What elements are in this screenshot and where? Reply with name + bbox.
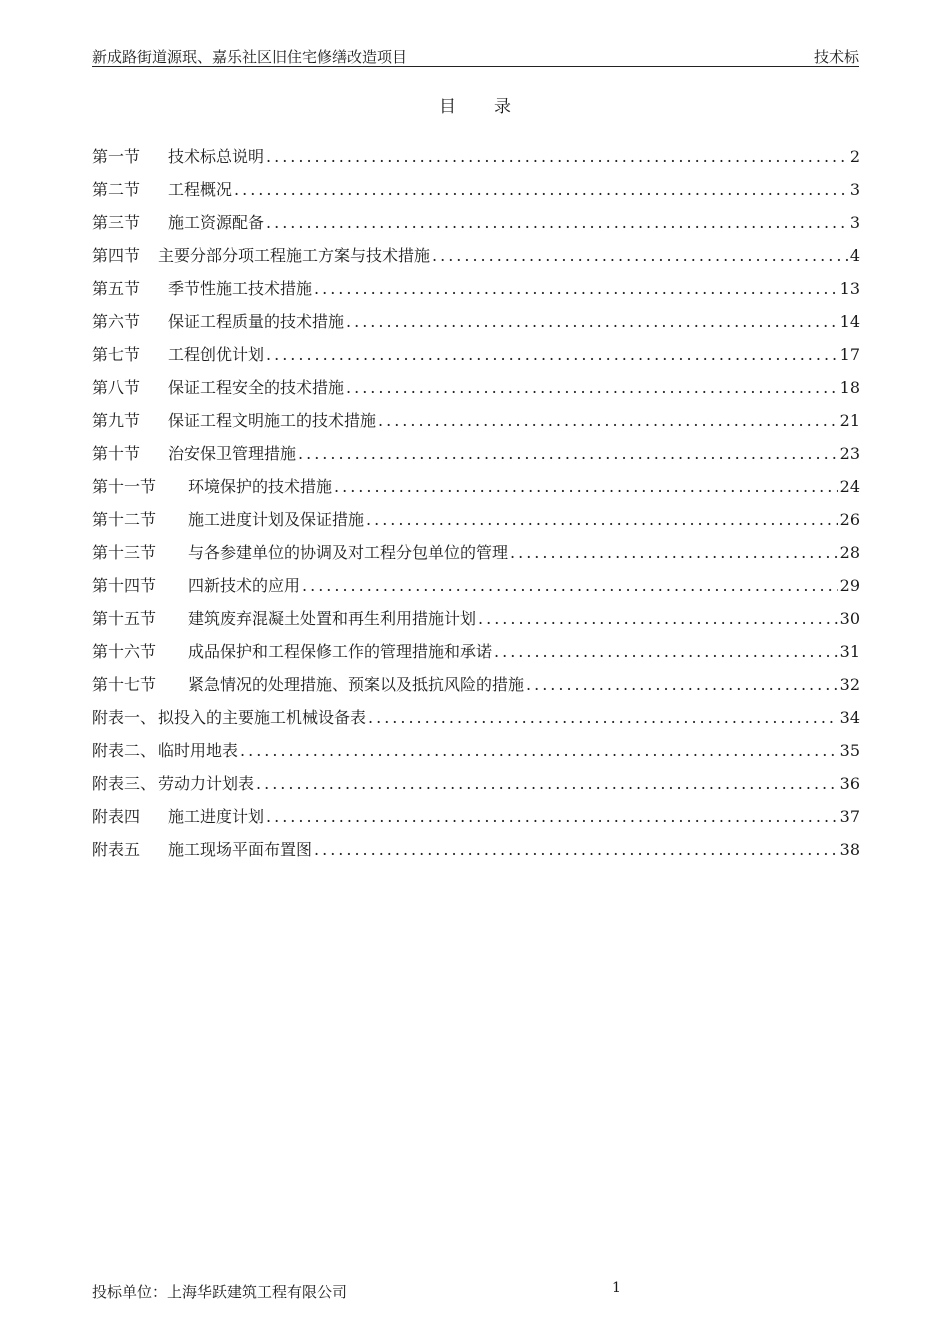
toc-entry-label: 第十二节 bbox=[92, 510, 157, 529]
toc-entry[interactable] bbox=[92, 244, 860, 277]
toc-entry-label: 第九节 bbox=[92, 411, 141, 430]
toc-entry[interactable] bbox=[92, 574, 860, 607]
toc-entry-label: 第十六节 bbox=[92, 642, 157, 661]
toc-entry-page: 17 bbox=[839, 345, 860, 364]
toc-leader-dots bbox=[526, 673, 838, 697]
bidder-name: 投标单位：上海华跃建筑工程有限公司 bbox=[92, 1283, 348, 1301]
toc-entry-label: 第二节 bbox=[92, 180, 141, 199]
toc-entry-label: 第十一节 bbox=[92, 477, 157, 496]
toc-entry[interactable] bbox=[92, 508, 860, 541]
document-type: 技术标 bbox=[813, 48, 859, 66]
toc-entry[interactable] bbox=[92, 475, 860, 508]
toc-leader-dots bbox=[298, 442, 838, 466]
toc-entry[interactable] bbox=[92, 541, 860, 574]
toc-entry-page: 4 bbox=[849, 246, 860, 265]
toc-leader-dots bbox=[366, 508, 838, 532]
toc-leader-dots bbox=[314, 838, 838, 862]
toc-entry-label: 第十三节 bbox=[92, 543, 157, 562]
toc-entry-label: 附表五 bbox=[92, 840, 141, 859]
toc-entry[interactable] bbox=[92, 442, 860, 475]
toc-entry-label: 第五节 bbox=[92, 279, 141, 298]
toc-entry[interactable] bbox=[92, 772, 860, 805]
toc-entry[interactable] bbox=[92, 343, 860, 376]
toc-entry-text: 治安保卫管理措施 bbox=[168, 444, 297, 463]
toc-entry-page: 28 bbox=[839, 543, 860, 562]
toc-leader-dots bbox=[334, 475, 838, 499]
toc-entry-label: 附表一、 bbox=[92, 708, 157, 727]
toc-leader-dots bbox=[234, 178, 848, 202]
toc-entry[interactable] bbox=[92, 178, 860, 211]
toc-entry-text: 技术标总说明 bbox=[168, 147, 265, 166]
toc-entry-text: 拟投入的主要施工机械设备表 bbox=[158, 708, 367, 727]
toc-entry[interactable] bbox=[92, 739, 860, 772]
toc-entry[interactable] bbox=[92, 838, 860, 871]
toc-entry-page: 38 bbox=[839, 840, 860, 859]
toc-entry[interactable] bbox=[92, 277, 860, 310]
toc-entry-text: 保证工程质量的技术措施 bbox=[168, 312, 345, 331]
toc-entry-page: 32 bbox=[839, 675, 860, 694]
toc-entry-text: 施工进度计划 bbox=[168, 807, 265, 826]
toc-entry[interactable] bbox=[92, 673, 860, 706]
toc-entry-text: 施工现场平面布置图 bbox=[168, 840, 313, 859]
toc-entry-page: 29 bbox=[839, 576, 860, 595]
toc-entry-label: 附表四 bbox=[92, 807, 141, 826]
table-of-contents bbox=[92, 145, 860, 871]
toc-entry-page: 34 bbox=[839, 708, 860, 727]
toc-title: 目录 bbox=[439, 97, 549, 117]
toc-entry-text: 季节性施工技术措施 bbox=[168, 279, 313, 298]
toc-entry[interactable] bbox=[92, 145, 860, 178]
toc-entry[interactable] bbox=[92, 706, 860, 739]
toc-entry[interactable] bbox=[92, 640, 860, 673]
toc-entry-text: 施工资源配备 bbox=[168, 213, 265, 232]
toc-entry[interactable] bbox=[92, 805, 860, 838]
toc-leader-dots bbox=[346, 376, 838, 400]
toc-entry-label: 第十四节 bbox=[92, 576, 157, 595]
toc-leader-dots bbox=[256, 772, 838, 796]
toc-entry-label: 附表三、 bbox=[92, 774, 157, 793]
toc-entry-page: 18 bbox=[839, 378, 860, 397]
toc-entry-page: 24 bbox=[839, 477, 860, 496]
toc-leader-dots bbox=[494, 640, 838, 664]
toc-leader-dots bbox=[378, 409, 838, 433]
toc-entry[interactable] bbox=[92, 607, 860, 640]
toc-entry-label: 第六节 bbox=[92, 312, 141, 331]
toc-entry-text: 临时用地表 bbox=[158, 741, 239, 760]
toc-entry-page: 26 bbox=[839, 510, 860, 529]
toc-entry[interactable] bbox=[92, 211, 860, 244]
toc-leader-dots bbox=[346, 310, 838, 334]
toc-leader-dots bbox=[302, 574, 838, 598]
toc-entry-text: 紧急情况的处理措施、预案以及抵抗风险的措施 bbox=[188, 675, 525, 694]
toc-entry-text: 主要分部分项工程施工方案与技术措施 bbox=[158, 246, 431, 265]
toc-entry-text: 工程概况 bbox=[168, 180, 233, 199]
toc-entry[interactable] bbox=[92, 376, 860, 409]
toc-entry-text: 建筑废弃混凝土处置和再生利用措施计划 bbox=[188, 609, 477, 628]
toc-entry-page: 23 bbox=[839, 444, 860, 463]
toc-leader-dots bbox=[510, 541, 838, 565]
toc-leader-dots bbox=[368, 706, 838, 730]
page-number: 1 bbox=[612, 1280, 621, 1296]
toc-entry-page: 30 bbox=[839, 609, 860, 628]
toc-entry-label: 第一节 bbox=[92, 147, 141, 166]
toc-entry[interactable] bbox=[92, 310, 860, 343]
toc-entry-text: 成品保护和工程保修工作的管理措施和承诺 bbox=[188, 642, 493, 661]
toc-entry-page: 14 bbox=[839, 312, 860, 331]
toc-entry-page: 36 bbox=[839, 774, 860, 793]
toc-entry-text: 施工进度计划及保证措施 bbox=[188, 510, 365, 529]
toc-entry-page: 31 bbox=[839, 642, 860, 661]
toc-leader-dots bbox=[314, 277, 838, 301]
project-name: 新成路街道源珉、嘉乐社区旧住宅修缮改造项目 bbox=[92, 48, 408, 66]
toc-entry-text: 环境保护的技术措施 bbox=[188, 477, 333, 496]
toc-entry[interactable] bbox=[92, 409, 860, 442]
toc-entry-page: 35 bbox=[839, 741, 860, 760]
toc-entry-label: 第十七节 bbox=[92, 675, 157, 694]
toc-entry-text: 工程创优计划 bbox=[168, 345, 265, 364]
toc-entry-label: 附表二、 bbox=[92, 741, 157, 760]
toc-leader-dots bbox=[266, 805, 838, 829]
toc-entry-page: 13 bbox=[839, 279, 860, 298]
toc-entry-page: 2 bbox=[849, 147, 860, 166]
toc-entry-label: 第八节 bbox=[92, 378, 141, 397]
toc-leader-dots bbox=[266, 343, 838, 367]
toc-entry-page: 37 bbox=[839, 807, 860, 826]
toc-leader-dots bbox=[266, 145, 848, 169]
toc-entry-page: 3 bbox=[849, 180, 860, 199]
toc-entry-label: 第十节 bbox=[92, 444, 141, 463]
toc-entry-page: 3 bbox=[849, 213, 860, 232]
toc-entry-text: 保证工程安全的技术措施 bbox=[168, 378, 345, 397]
toc-entry-page: 21 bbox=[839, 411, 860, 430]
toc-leader-dots bbox=[432, 244, 848, 268]
toc-leader-dots bbox=[240, 739, 838, 763]
toc-entry-label: 第四节 bbox=[92, 246, 141, 265]
page-header bbox=[92, 46, 859, 67]
toc-entry-label: 第十五节 bbox=[92, 609, 157, 628]
toc-leader-dots bbox=[266, 211, 848, 235]
toc-entry-text: 与各参建单位的协调及对工程分包单位的管理 bbox=[188, 543, 509, 562]
toc-entry-text: 四新技术的应用 bbox=[188, 576, 301, 595]
toc-entry-text: 保证工程文明施工的技术措施 bbox=[168, 411, 377, 430]
toc-leader-dots bbox=[478, 607, 838, 631]
toc-entry-label: 第三节 bbox=[92, 213, 141, 232]
toc-entry-text: 劳动力计划表 bbox=[158, 774, 255, 793]
toc-entry-label: 第七节 bbox=[92, 345, 141, 364]
